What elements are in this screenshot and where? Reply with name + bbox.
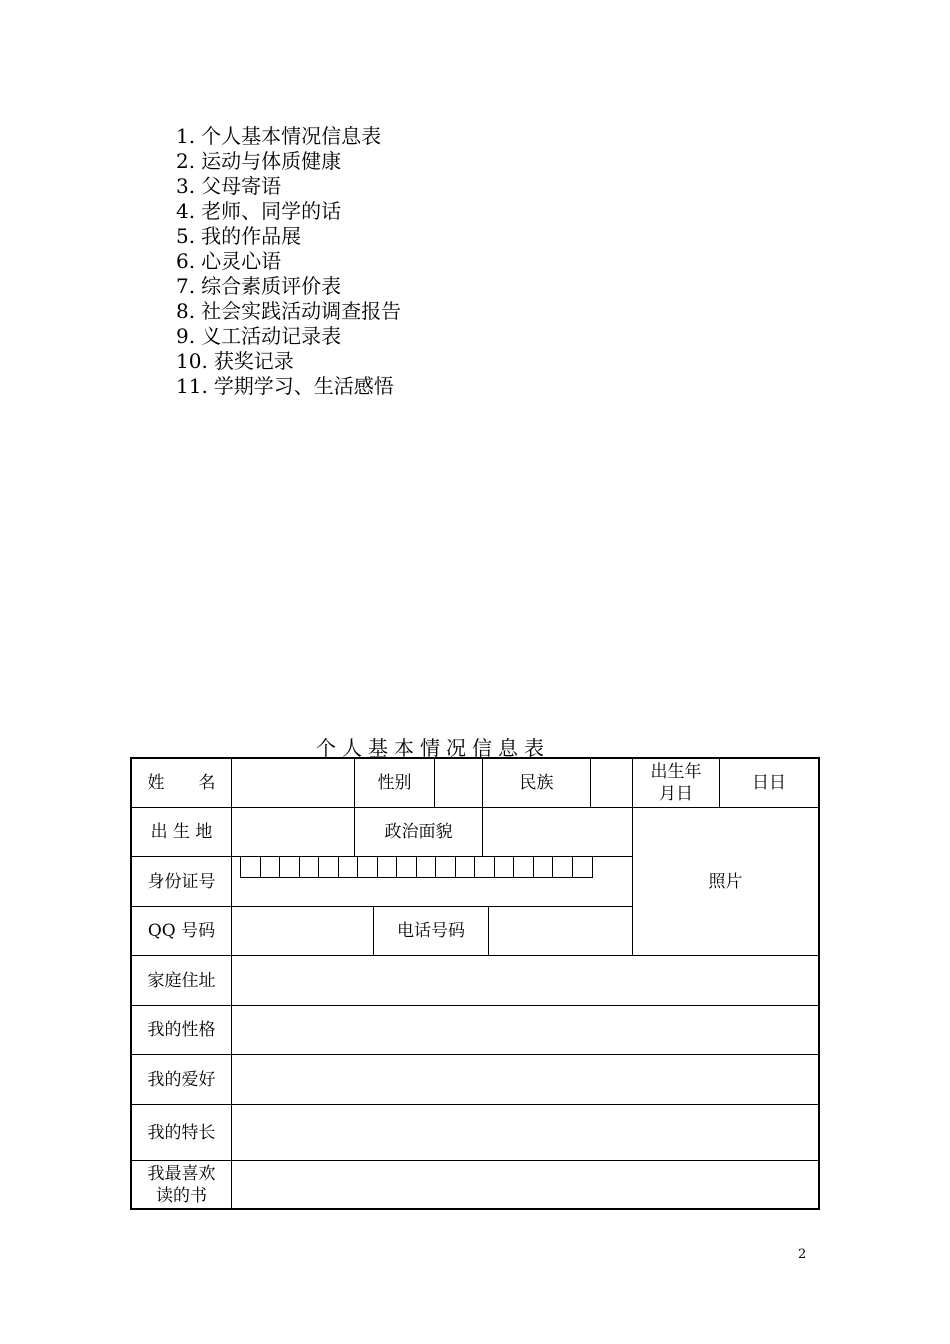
toc-item: [176, 274, 401, 299]
political-status-label: 政治面貌: [355, 808, 483, 857]
toc-item: [176, 324, 401, 349]
personality-label: 我的性格: [132, 1006, 232, 1055]
toc-item-text: 老师、同学的话: [201, 199, 342, 223]
toc-item-number: 1.: [176, 124, 196, 148]
birth-date-field[interactable]: 日日: [720, 759, 818, 808]
birthplace-field[interactable]: [232, 808, 355, 857]
strengths-field[interactable]: [232, 1105, 818, 1161]
toc-item-text: 父母寄语: [201, 174, 282, 198]
id-digit-box[interactable]: [495, 857, 515, 877]
name-field[interactable]: [232, 759, 355, 808]
toc-item-number: 4.: [176, 199, 196, 223]
political-status-field[interactable]: [483, 808, 633, 857]
toc-item-text: 我的作品展: [201, 224, 302, 248]
qq-field[interactable]: [232, 907, 374, 956]
ethnicity-label: 民族: [483, 759, 591, 808]
toc-item-text: 综合素质评价表: [201, 274, 342, 298]
strengths-label: 我的特长: [132, 1105, 232, 1161]
id-digit-box[interactable]: [514, 857, 534, 877]
toc-item-number: 3.: [176, 174, 196, 198]
birth-date-label: 出生年月日: [633, 759, 720, 808]
id-digit-box[interactable]: [456, 857, 476, 877]
toc-item-number: 11.: [176, 374, 208, 398]
birthplace-label: 出 生 地: [132, 808, 232, 857]
address-label: 家庭住址: [132, 956, 232, 1006]
toc-item: [176, 224, 401, 249]
favorite-book-field[interactable]: [232, 1161, 818, 1208]
table-of-contents: [176, 124, 401, 399]
id-digit-box[interactable]: [300, 857, 320, 877]
toc-item: [176, 349, 401, 374]
toc-item-text: 个人基本情况信息表: [201, 124, 382, 148]
id-digit-box[interactable]: [573, 857, 593, 877]
toc-item: [176, 149, 401, 174]
toc-item-text: 获奖记录: [213, 349, 294, 373]
id-digit-box[interactable]: [339, 857, 359, 877]
id-digit-box[interactable]: [397, 857, 417, 877]
toc-item-number: 2.: [176, 149, 196, 173]
hobbies-field[interactable]: [232, 1055, 818, 1105]
phone-label: 电话号码: [374, 907, 489, 956]
toc-item-text: 社会实践活动调查报告: [201, 299, 402, 323]
toc-item-number: 8.: [176, 299, 196, 323]
toc-item: [176, 124, 401, 149]
id-digit-box[interactable]: [417, 857, 437, 877]
info-form-table: [130, 757, 820, 1210]
phone-field[interactable]: [489, 907, 633, 956]
toc-item: [176, 199, 401, 224]
id-number-label: 身份证号: [132, 857, 232, 907]
id-digit-box[interactable]: [280, 857, 300, 877]
favorite-book-label: 我最喜欢读的书: [132, 1161, 232, 1208]
toc-item-number: 6.: [176, 249, 196, 273]
address-field[interactable]: [232, 956, 818, 1006]
name-label: 姓 名: [132, 759, 232, 808]
page-number: 2: [798, 1247, 807, 1262]
toc-item-text: 学期学习、生活感悟: [213, 374, 394, 398]
form-title: 个人基本情况信息表: [316, 736, 550, 760]
qq-label: QQ 号码: [132, 907, 232, 956]
toc-item-number: 9.: [176, 324, 196, 348]
id-digit-box[interactable]: [378, 857, 398, 877]
id-digit-box[interactable]: [241, 857, 261, 877]
id-digit-box[interactable]: [319, 857, 339, 877]
id-number-boxes[interactable]: [240, 856, 593, 878]
toc-item-text: 义工活动记录表: [201, 324, 342, 348]
toc-item: [176, 374, 401, 399]
toc-item-number: 10.: [176, 349, 208, 373]
personality-field[interactable]: [232, 1006, 818, 1055]
gender-label: 性别: [355, 759, 435, 808]
id-digit-box[interactable]: [553, 857, 573, 877]
id-digit-box[interactable]: [534, 857, 554, 877]
toc-item: [176, 299, 401, 324]
id-digit-box[interactable]: [358, 857, 378, 877]
toc-item-text: 运动与体质健康: [201, 149, 342, 173]
toc-item-number: 7.: [176, 274, 196, 298]
id-digit-box[interactable]: [436, 857, 456, 877]
photo-area[interactable]: 照片: [633, 808, 818, 956]
gender-field[interactable]: [435, 759, 483, 808]
toc-item: [176, 249, 401, 274]
toc-item-text: 心灵心语: [201, 249, 282, 273]
id-digit-box[interactable]: [261, 857, 281, 877]
hobbies-label: 我的爱好: [132, 1055, 232, 1105]
toc-item: [176, 174, 401, 199]
id-digit-box[interactable]: [475, 857, 495, 877]
toc-item-number: 5.: [176, 224, 196, 248]
ethnicity-field[interactable]: [591, 759, 633, 808]
